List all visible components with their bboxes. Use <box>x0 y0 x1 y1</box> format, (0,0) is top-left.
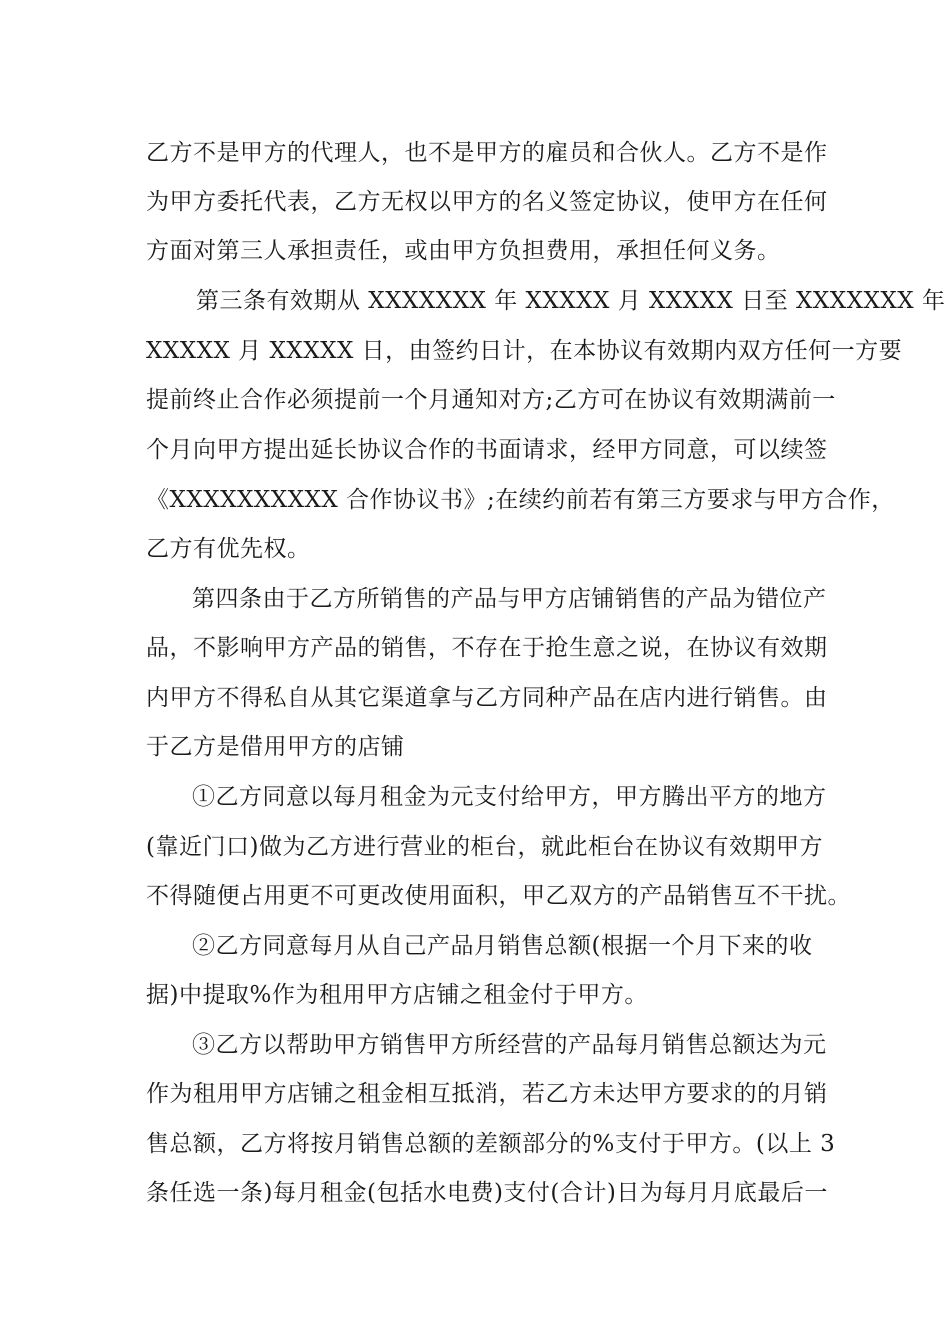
article-3-line-5: 《XXXXXXXXXX 合作协议书》;在续约前若有第三方要求与甲方合作， <box>146 487 895 513</box>
article-4-line-3: 内甲方不得私自从其它渠道拿与乙方同种产品在店内进行销售。由 <box>146 685 828 711</box>
text-line-3: 方面对第三人承担责任，或由甲方负担费用，承担任何义务。 <box>146 238 781 264</box>
article-3-line-3: 提前终止合作必须提前一个月通知对方;乙方可在协议有效期满前一 <box>146 387 836 413</box>
option-1-line-3: 不得随便占用更不可更改使用面积，甲乙双方的产品销售互不干扰。 <box>146 883 851 909</box>
article-4-line-4: 于乙方是借用甲方的店铺 <box>146 734 405 760</box>
article-3-line-6: 乙方有优先权。 <box>146 536 311 562</box>
option-2-line-2: 据)中提取%作为租用甲方店铺之租金付于甲方。 <box>146 982 648 1008</box>
article-4-line-2: 品，不影响甲方产品的销售，不存在于抢生意之说，在协议有效期 <box>146 635 828 661</box>
option-1-line-2: (靠近门口)做为乙方进行营业的柜台，就此柜台在协议有效期甲方 <box>146 834 823 860</box>
option-3-line-2: 作为租用甲方店铺之租金相互抵消，若乙方未达甲方要求的的月销 <box>146 1081 828 1107</box>
article-3-line-1: 第三条有效期从 XXXXXXX 年 XXXXX 月 XXXXX 日至 XXXXXXX 年 <box>196 288 946 314</box>
option-3-line-4: 条任选一条)每月租金(包括水电费)支付(合计)日为每月月底最后一 <box>146 1180 828 1206</box>
article-3-line-4: 个月向甲方提出延长协议合作的书面请求，经甲方同意，可以续签 <box>146 437 828 463</box>
option-3-line-3: 售总额，乙方将按月销售总额的差额部分的%支付于甲方。(以上 3 <box>146 1131 836 1157</box>
article-4-line-1: 第四条由于乙方所销售的产品与甲方店铺销售的产品为错位产 <box>192 586 827 612</box>
option-3-line-1: ③乙方以帮助甲方销售甲方所经营的产品每月销售总额达为元 <box>192 1032 827 1058</box>
article-3-line-2: XXXXX 月 XXXXX 日，由签约日计，在本协议有效期内双方任何一方要 <box>146 338 903 364</box>
text-line-1: 乙方不是甲方的代理人，也不是甲方的雇员和合伙人。乙方不是作 <box>146 140 828 166</box>
text-line-2: 为甲方委托代表，乙方无权以甲方的名义签定协议，使甲方在任何 <box>146 189 828 215</box>
option-1-line-1: ①乙方同意以每月租金为元支付给甲方，甲方腾出平方的地方 <box>192 784 827 810</box>
option-2-line-1: ②乙方同意每月从自己产品月销售总额(根据一个月下来的收 <box>192 933 813 959</box>
